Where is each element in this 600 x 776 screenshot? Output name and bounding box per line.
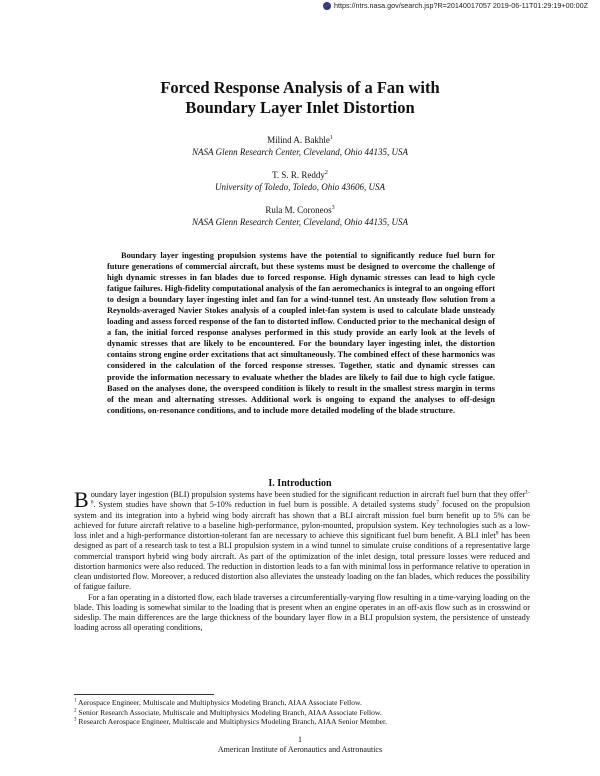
author-name: T. S. R. Reddy (272, 170, 325, 180)
ntrs-url[interactable]: https://ntrs.nasa.gov/search.jsp?R=20140017057 2019-06-11T01:29:19+00:00Z (333, 1, 588, 10)
introduction-body (74, 487, 530, 634)
author-affiliation: NASA Glenn Research Center, Cleveland, Ohio 44135, USA (192, 147, 408, 157)
ntrs-stamp (323, 1, 588, 10)
section-heading-introduction: I. Introduction (268, 478, 332, 489)
footnote-mark: 1 (329, 135, 333, 141)
footnote: $^3$ Research Aerospace Engineer, Multiscale and Multiphysics Modeling Branch, AIAA Senior Member. (74, 717, 388, 727)
author-block-3 (0, 204, 600, 228)
intro-paragraph-2: For a fan operating in a distorted flow, each blade traverses a circumferentially-varying flow resulting in a time-varying loading on the blade. This loading is somewhat similar to the loading that is present when an engine operates in an off-axis flow such as in crosswind or sideslip. The main differences are the large thickness of the boundary layer flow in a BLI propulsion system, the persistence of unsteady loading across all operating conditions, (74, 592, 530, 633)
title-line-1: Forced Response Analysis of a Fan with (160, 78, 440, 97)
page-number: 1 (298, 735, 302, 744)
paper-title (0, 78, 600, 118)
drop-cap: B (74, 487, 89, 512)
author-block-1 (0, 134, 600, 158)
abstract: Boundary layer ingesting propulsion systems have the potential to significantly reduce fuel burn for future generations of commercial aircraft, but these systems must be designed to overcome the challenge of high dynamic stresses in fan blades due to forced response. High dynamic stresses can lead to high cycle fatigue failures. High-fidelity computational analysis of the fan aeromechanics is integral to an ongoing effort to design a boundary layer ingesting inlet and fan for a wind-tunnel test. An unsteady flow solution from a Reynolds-averaged Navier Stokes analysis of a coupled inlet-fan system is used to calculate blade unsteady loading and assess forced response of the fan to distorted inflow. Conducted prior to the mechanical design of a fan, the initial forced response analyses performed in this study provide an early look at the levels of dynamic stresses that are likely to be encountered. For the boundary layer ingesting inlet, the distortion contains strong engine order excitations that act simultaneously. The combined effect of these harmonics was considered in the calculation of the forced response stresses. Together, static and dynamic stresses can provide the information necessary to evaluate whether the blades are likely to fail due to high cycle fatigue. Based on the analyses done, the overspeed condition is likely to result in the smallest stress margin in terms of the mean and alternating stresses. Additional work is ongoing to expand the analyses to off-design conditions, on-resonance conditions, and to include more detailed modeling of the blade structure. (107, 251, 495, 415)
citation: 8 (495, 530, 499, 537)
title-line-2: Boundary Layer Inlet Distortion (185, 98, 415, 117)
footer-organization: American Institute of Aeronautics and Astronautics (217, 745, 383, 754)
nasa-meatball-icon (323, 2, 331, 10)
author-affiliation: NASA Glenn Research Center, Cleveland, Ohio 44135, USA (192, 217, 408, 227)
footnote-mark: 3 (331, 205, 335, 211)
author-name: Rula M. Coroneos (265, 205, 332, 215)
citation: 1-6 (90, 489, 530, 506)
footnote: $^1$ Aerospace Engineer, Multiscale and Multiphysics Modeling Branch, AIAA Associate Fellow. (74, 698, 362, 707)
author-name: Milind A. Bakhle (267, 135, 330, 145)
author-block-2 (0, 169, 600, 193)
footnotes (74, 698, 530, 727)
footnote: $^2$ Senior Research Associate, Multiscale and Multiphysics Modeling Branch, AIAA Associate Fellow. (74, 707, 382, 717)
author-affiliation: University of Toledo, Toledo, Ohio 43606, USA (214, 182, 386, 192)
footnote-divider (74, 694, 214, 695)
footnote-mark: 2 (324, 170, 328, 176)
intro-paragraph-1: Boundary layer ingestion (BLI) propulsion systems have been studied for the significant reduction in aircraft fuel burn that they offer$^{1-6}$. System studies have shown that 5-10% reduction in fuel burn is possible. A detailed systems study$^7$ focused on the propulsion system and its integration into a hybrid wing body aircraft has shown that a BLI aircraft mission fuel burn benefit up to 5% can be achieved for future aircraft relative to a baseline high-performance, pylon-mounted, propulsion system. Key technologies such as a low-loss inlet and a high-performance distortion-tolerant fan are necessary to achieve this significant fuel burn benefit. A BLI inlet$^8$ has been designed as part of a research task to test a BLI propulsion system in a wind tunnel to simulate cruise conditions of a representative large commercial transport hybrid wing body aircraft. As part of the optimization of the inlet design, total pressure losses were reduced and distortion harmonics were also reduced. The reduction in distortion leads to a fan with minimal loss in performance relative to operation in clean undistorted flow. Moreover, a reduced distortion also alleviates the unsteady loading on the fan blades, which reduces the possibility of fatigue failure. (74, 487, 530, 592)
citation: 7 (436, 499, 440, 506)
